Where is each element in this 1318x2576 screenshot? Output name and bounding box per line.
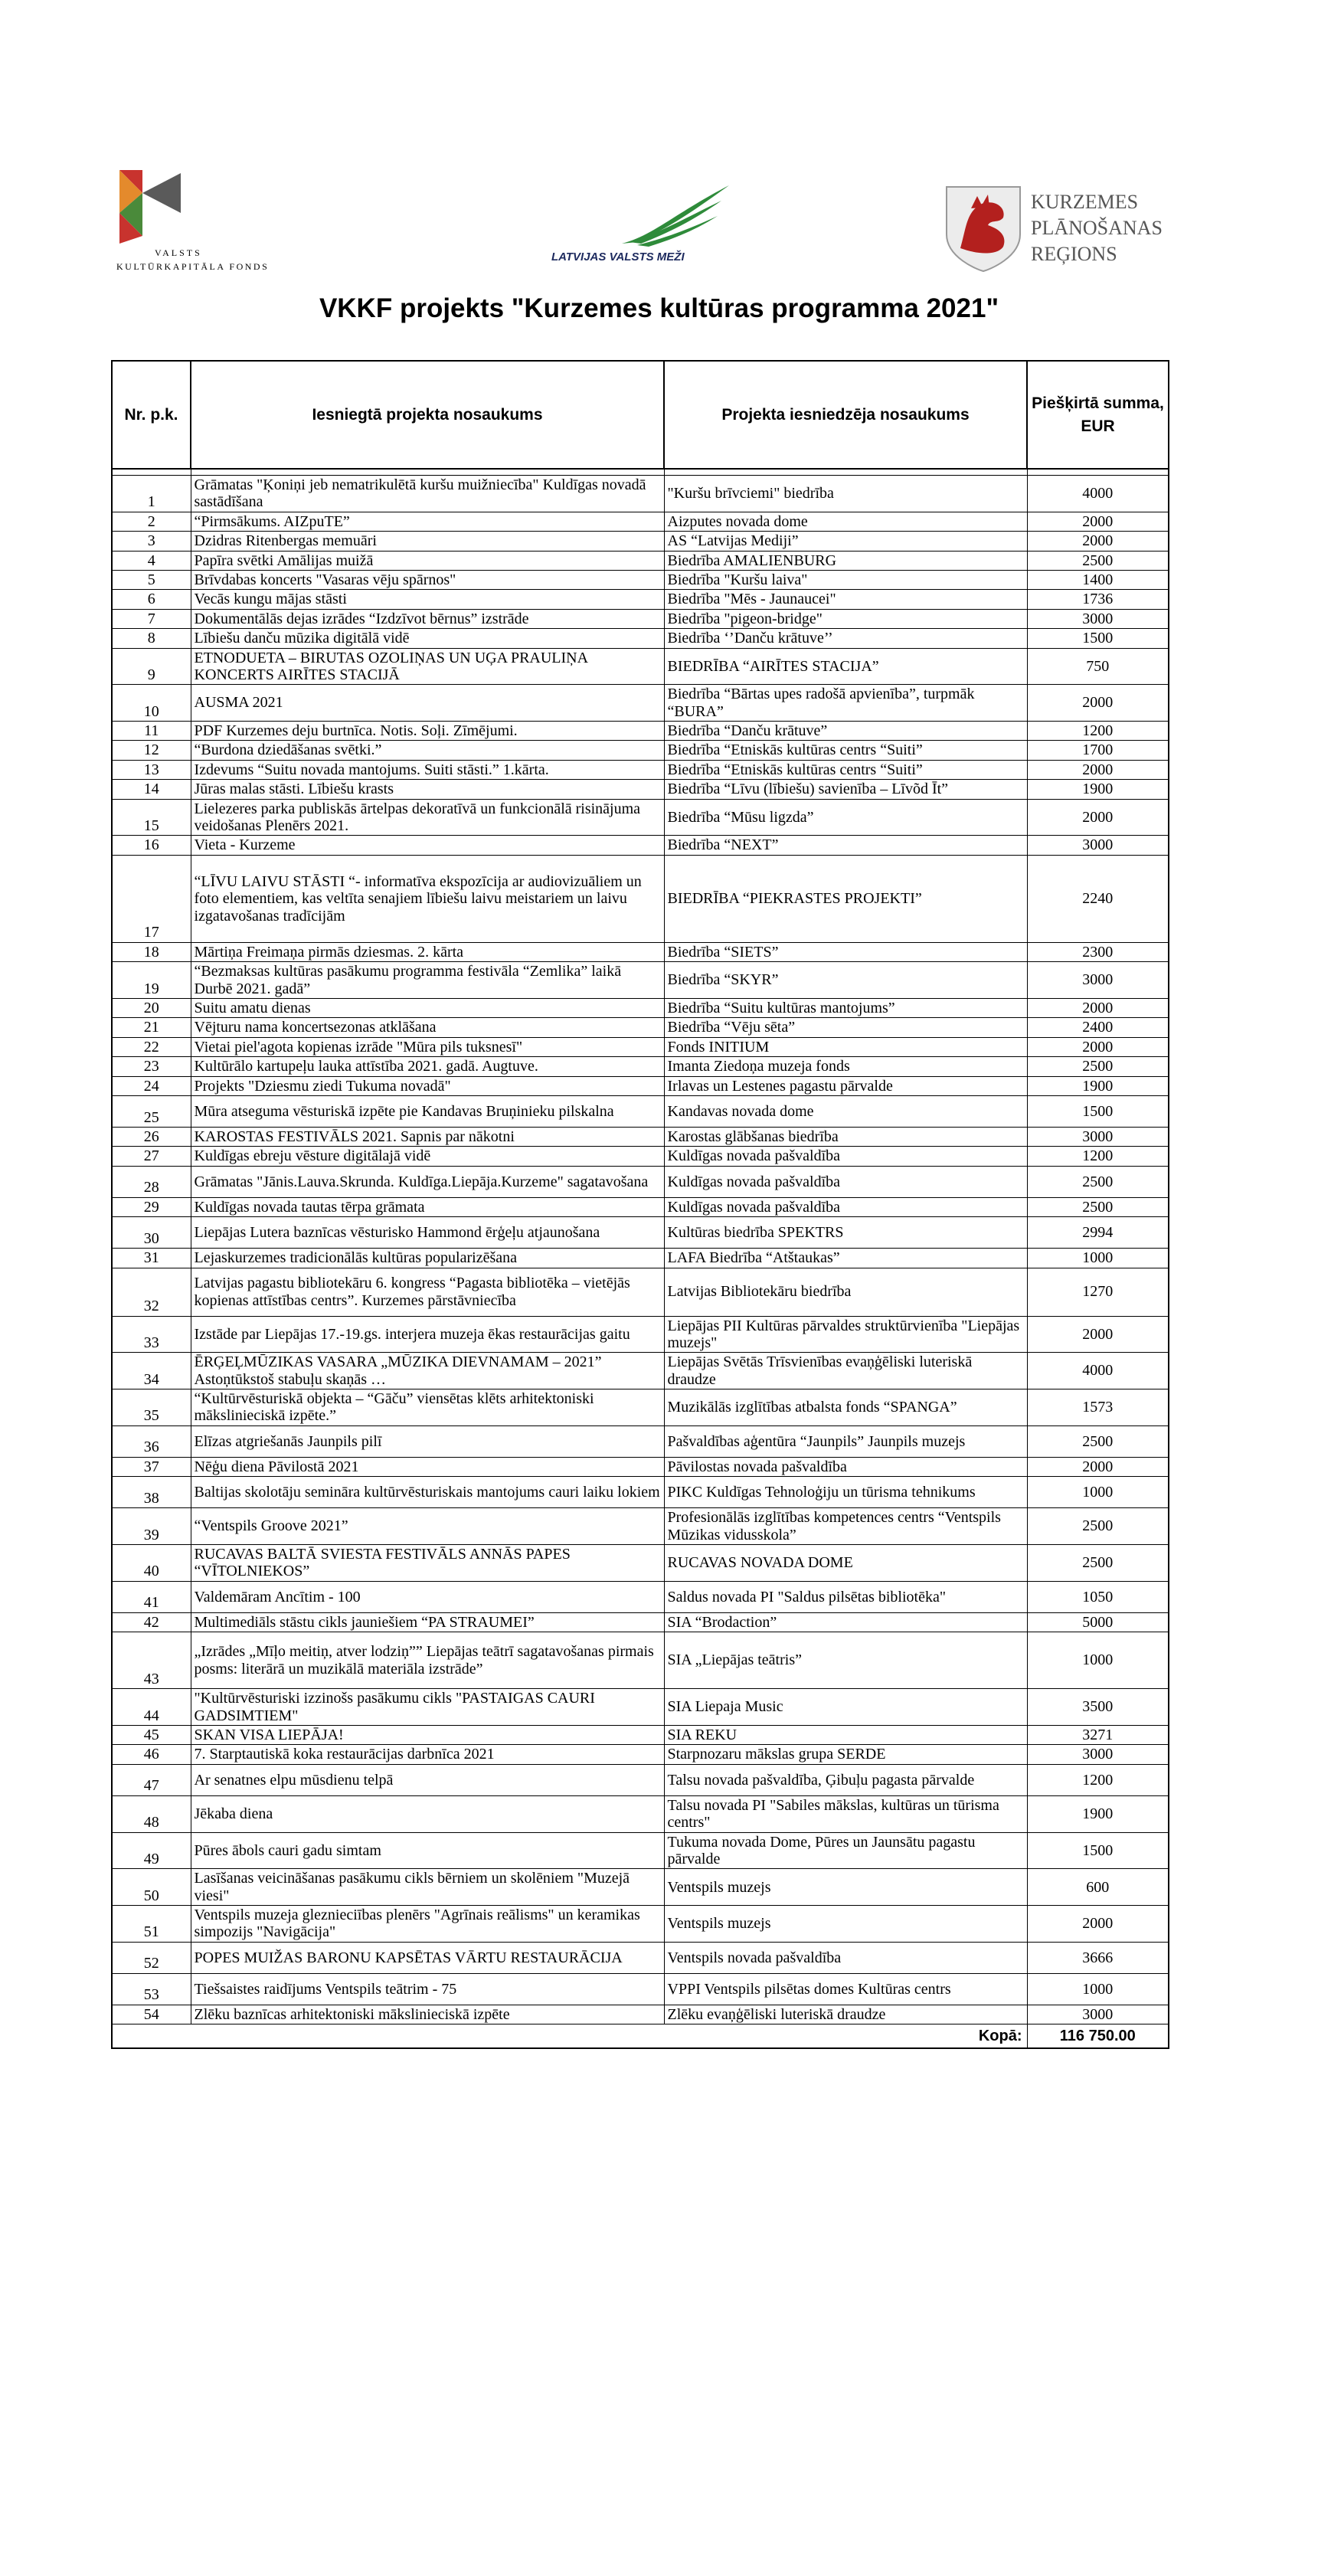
- header-amount: Piešķirtā summa, EUR: [1027, 361, 1169, 469]
- row-nr: 28: [112, 1166, 191, 1197]
- table-row: [112, 648, 1169, 685]
- row-amount: 2500: [1027, 1508, 1169, 1545]
- table-row: [112, 1832, 1169, 1869]
- row-project-name: Vietai piel'agota kopienas izrāde "Mūra pils tuksnesī": [191, 1037, 664, 1056]
- row-amount: 1900: [1027, 1795, 1169, 1832]
- row-applicant: Starpnozaru mākslas grupa SERDE: [664, 1745, 1027, 1764]
- row-nr: 4: [112, 551, 191, 570]
- svg-text:KULTŪRKAPITĀLA FONDS: KULTŪRKAPITĀLA FONDS: [116, 261, 270, 272]
- row-project-name: "Kultūrvēsturiski izzinošs pasākumu cikls "PASTAIGAS CAURI GADSIMTIEM": [191, 1689, 664, 1726]
- row-amount: 1000: [1027, 1632, 1169, 1689]
- row-amount: 1050: [1027, 1581, 1169, 1612]
- vkkf-logo: [116, 167, 316, 276]
- row-amount: 2000: [1027, 512, 1169, 531]
- row-applicant: Kuldīgas novada pašvaldība: [664, 1147, 1027, 1166]
- row-nr: 19: [112, 962, 191, 999]
- table-row: [112, 512, 1169, 531]
- table-row: [112, 942, 1169, 961]
- row-amount: 750: [1027, 648, 1169, 685]
- table-row: [112, 1076, 1169, 1095]
- table-row: [112, 780, 1169, 799]
- row-amount: 2000: [1027, 1316, 1169, 1353]
- row-nr: 32: [112, 1268, 191, 1316]
- row-nr: 53: [112, 1973, 191, 2005]
- row-project-name: Izdevums “Suitu novada mantojums. Suiti stāsti.” 1.kārta.: [191, 760, 664, 779]
- row-amount: 2500: [1027, 1425, 1169, 1457]
- row-project-name: „Izrādes „Mīļo meitiņ, atver lodziņ”” Liepājas teātrī sagatavošanas pirmais posms: literārā un muzikālā materiāla izstrāde”: [191, 1632, 664, 1689]
- row-applicant: Karostas glābšanas biedrība: [664, 1127, 1027, 1146]
- table-row: [112, 1127, 1169, 1146]
- row-project-name: Lasīšanas veicināšanas pasākumu cikls bērniem un skolēniem "Muzejā viesi": [191, 1869, 664, 1906]
- row-amount: 2000: [1027, 799, 1169, 836]
- table-row: [112, 1217, 1169, 1249]
- row-nr: 46: [112, 1745, 191, 1764]
- row-applicant: Biedrība “Etniskās kultūras centrs “Suiti”: [664, 760, 1027, 779]
- total-value: 116 750.00: [1027, 2024, 1169, 2049]
- row-project-name: Valdemāram Ancītim - 100: [191, 1581, 664, 1612]
- row-applicant: Biedrība ‘’Danču krātuve’’: [664, 629, 1027, 648]
- table-row: [112, 629, 1169, 648]
- row-applicant: Kuldīgas novada pašvaldība: [664, 1166, 1027, 1197]
- row-applicant: Biedrība “SIETS”: [664, 942, 1027, 961]
- row-project-name: Papīra svētki Amālijas muižā: [191, 551, 664, 570]
- row-applicant: Kultūras biedrība SPEKTRS: [664, 1217, 1027, 1249]
- table-row: [112, 609, 1169, 628]
- row-amount: 1900: [1027, 1076, 1169, 1095]
- row-project-name: Lībiešu danču mūzika digitālā vidē: [191, 629, 664, 648]
- row-nr: 41: [112, 1581, 191, 1612]
- row-applicant: Irlavas un Lestenes pagastu pārvalde: [664, 1076, 1027, 1095]
- svg-text:KURZEMES: KURZEMES: [1031, 191, 1139, 213]
- table-row: [112, 1268, 1169, 1316]
- row-project-name: Liepājas Lutera baznīcas vēsturisko Hammond ērģeļu atjaunošana: [191, 1217, 664, 1249]
- row-applicant: Zlēku evaņģēliski luteriskā draudze: [664, 2005, 1027, 2024]
- page-title: VKKF projekts "Kurzemes kultūras programma 2021": [319, 293, 999, 323]
- row-amount: 2400: [1027, 1018, 1169, 1037]
- row-applicant: Profesionālās izglītības kompetences centrs “Ventspils Mūzikas vidusskola”: [664, 1508, 1027, 1545]
- row-amount: 2000: [1027, 998, 1169, 1017]
- row-applicant: Biedrība “NEXT”: [664, 836, 1027, 855]
- table-row: [112, 1725, 1169, 1744]
- row-nr: 23: [112, 1057, 191, 1076]
- row-applicant: Biedrība "pigeon-bridge": [664, 609, 1027, 628]
- row-amount: 2500: [1027, 1057, 1169, 1076]
- row-nr: 17: [112, 855, 191, 942]
- table-row: [112, 1906, 1169, 1943]
- row-amount: 2000: [1027, 1457, 1169, 1476]
- table-header-row: [112, 361, 1169, 469]
- row-project-name: Lejaskurzemes tradicionālās kultūras popularizēšana: [191, 1249, 664, 1268]
- row-amount: 2500: [1027, 1545, 1169, 1582]
- row-applicant: Biedrība “Suitu kultūras mantojums”: [664, 998, 1027, 1017]
- row-amount: 2300: [1027, 942, 1169, 961]
- row-nr: 34: [112, 1353, 191, 1389]
- row-applicant: Biedrība "Mēs - Jaunaucei": [664, 590, 1027, 609]
- row-amount: 1700: [1027, 741, 1169, 760]
- row-amount: 600: [1027, 1869, 1169, 1906]
- table-row: [112, 962, 1169, 999]
- row-nr: 39: [112, 1508, 191, 1545]
- row-applicant: Latvijas Bibliotekāru biedrība: [664, 1268, 1027, 1316]
- row-amount: 3000: [1027, 836, 1169, 855]
- row-applicant: SIA “Brodaction”: [664, 1612, 1027, 1632]
- lvm-logo: [545, 182, 744, 268]
- svg-text:REĢIONS: REĢIONS: [1031, 243, 1117, 265]
- row-applicant: VPPI Ventspils pilsētas domes Kultūras centrs: [664, 1973, 1027, 2005]
- row-amount: 1000: [1027, 1477, 1169, 1508]
- row-amount: 3000: [1027, 609, 1169, 628]
- row-amount: 2500: [1027, 551, 1169, 570]
- row-project-name: Vieta - Kurzeme: [191, 836, 664, 855]
- row-project-name: RUCAVAS BALTĀ SVIESTA FESTIVĀLS ANNĀS PAPES “VĪTOLNIEKOS”: [191, 1545, 664, 1582]
- row-nr: 49: [112, 1832, 191, 1869]
- row-project-name: Jēkaba diena: [191, 1795, 664, 1832]
- row-amount: 1573: [1027, 1389, 1169, 1426]
- row-amount: 1500: [1027, 1095, 1169, 1127]
- table-row: [112, 1764, 1169, 1795]
- svg-text:PLĀNOŠANAS: PLĀNOŠANAS: [1031, 217, 1163, 239]
- row-applicant: Pašvaldības aģentūra “Jaunpils” Jaunpils muzejs: [664, 1425, 1027, 1457]
- row-amount: 3000: [1027, 1745, 1169, 1764]
- row-amount: 3271: [1027, 1725, 1169, 1744]
- row-amount: 3000: [1027, 2005, 1169, 2024]
- row-applicant: Imanta Ziedoņa muzeja fonds: [664, 1057, 1027, 1076]
- row-nr: 36: [112, 1425, 191, 1457]
- row-project-name: Vējturu nama koncertsezonas atklāšana: [191, 1018, 664, 1037]
- row-applicant: Biedrība “Līvu (lībiešu) savienība – Līvõd Īt”: [664, 780, 1027, 799]
- row-project-name: “Pirmsākums. AIZpuTE”: [191, 512, 664, 531]
- row-applicant: SIA „Liepājas teātris”: [664, 1632, 1027, 1689]
- row-nr: 22: [112, 1037, 191, 1056]
- table-row: [112, 741, 1169, 760]
- row-project-name: Suitu amatu dienas: [191, 998, 664, 1017]
- row-project-name: “Burdona dziedāšanas svētki.”: [191, 741, 664, 760]
- table-body: [112, 469, 1169, 2024]
- row-amount: 1270: [1027, 1268, 1169, 1316]
- row-project-name: 7. Starptautiskā koka restaurācijas darbnīca 2021: [191, 1745, 664, 1764]
- table-row: [112, 590, 1169, 609]
- row-amount: 2994: [1027, 1217, 1169, 1249]
- row-applicant: Ventspils muzejs: [664, 1869, 1027, 1906]
- table-row: [112, 722, 1169, 741]
- row-amount: 2000: [1027, 1037, 1169, 1056]
- row-amount: 5000: [1027, 1612, 1169, 1632]
- row-amount: 4000: [1027, 1353, 1169, 1389]
- row-applicant: Talsu novada pašvaldība, Ģibuļu pagasta pārvalde: [664, 1764, 1027, 1795]
- table-row: [112, 1477, 1169, 1508]
- table-row: [112, 1018, 1169, 1037]
- row-nr: 7: [112, 609, 191, 628]
- row-nr: 13: [112, 760, 191, 779]
- row-nr: 51: [112, 1906, 191, 1943]
- row-amount: 1500: [1027, 629, 1169, 648]
- row-nr: 30: [112, 1217, 191, 1249]
- row-project-name: Baltijas skolotāju semināra kultūrvēsturiskais mantojums cauri laiku lokiem: [191, 1477, 664, 1508]
- row-nr: 5: [112, 570, 191, 589]
- row-nr: 26: [112, 1127, 191, 1146]
- table-row: [112, 570, 1169, 589]
- row-nr: 33: [112, 1316, 191, 1353]
- table-row: [112, 836, 1169, 855]
- row-nr: 54: [112, 2005, 191, 2024]
- row-project-name: Projekts "Dziesmu ziedi Tukuma novadā": [191, 1076, 664, 1095]
- table-row: [112, 1689, 1169, 1726]
- row-project-name: Kuldīgas novada tautas tērpa grāmata: [191, 1197, 664, 1216]
- table-row: [112, 476, 1169, 512]
- row-applicant: Biedrība AMALIENBURG: [664, 551, 1027, 570]
- table-row: [112, 1581, 1169, 1612]
- table-row: [112, 1425, 1169, 1457]
- row-applicant: BIEDRĪBA “AIRĪTES STACIJA”: [664, 648, 1027, 685]
- row-nr: 40: [112, 1545, 191, 1582]
- row-nr: 38: [112, 1477, 191, 1508]
- table-row: [112, 1353, 1169, 1389]
- row-applicant: Biedrība “Mūsu ligzda”: [664, 799, 1027, 836]
- svg-text:LATVIJAS VALSTS MEŽI: LATVIJAS VALSTS MEŽI: [551, 250, 685, 263]
- row-project-name: Dokumentālās dejas izrādes “Izdzīvot bērnus” izstrāde: [191, 609, 664, 628]
- row-project-name: Lielezeres parka publiskās ārtelpas dekoratīvā un funkcionālā risinājuma veidošanas Plenērs 2021.: [191, 799, 664, 836]
- row-project-name: Izstāde par Liepājas 17.-19.gs. interjera muzeja ēkas restaurācijas gaitu: [191, 1316, 664, 1353]
- row-project-name: Ar senatnes elpu mūsdienu telpā: [191, 1764, 664, 1795]
- row-applicant: Biedrība "Kuršu laiva": [664, 570, 1027, 589]
- row-amount: 3000: [1027, 1127, 1169, 1146]
- row-applicant: Kuldīgas novada pašvaldība: [664, 1197, 1027, 1216]
- table-row: [112, 1057, 1169, 1076]
- table-row: [112, 1166, 1169, 1197]
- row-project-name: Nēģu diena Pāvilostā 2021: [191, 1457, 664, 1476]
- row-nr: 29: [112, 1197, 191, 1216]
- row-project-name: ETNODUETA – BIRUTAS OZOLIŅAS UN UĢA PRAULIŅA KONCERTS AIRĪTES STACIJĀ: [191, 648, 664, 685]
- row-nr: 16: [112, 836, 191, 855]
- table-row: [112, 685, 1169, 722]
- row-amount: 1200: [1027, 1147, 1169, 1166]
- row-amount: 3500: [1027, 1689, 1169, 1726]
- projects-table: [111, 360, 1169, 2049]
- row-applicant: Biedrība “Etniskās kultūras centrs “Suiti”: [664, 741, 1027, 760]
- row-nr: 3: [112, 532, 191, 551]
- row-applicant: Muzikālās izglītības atbalsta fonds “SPANGA”: [664, 1389, 1027, 1426]
- svg-text:VALSTS: VALSTS: [155, 247, 202, 258]
- row-nr: 14: [112, 780, 191, 799]
- row-amount: 1000: [1027, 1249, 1169, 1268]
- row-applicant: Biedrība “Bārtas upes radošā apvienība”, turpmāk “BURA”: [664, 685, 1027, 722]
- row-applicant: PIKC Kuldīgas Tehnoloģiju un tūrisma tehnikums: [664, 1477, 1027, 1508]
- row-nr: 47: [112, 1764, 191, 1795]
- row-applicant: Talsu novada PI "Sabiles mākslas, kultūras un tūrisma centrs": [664, 1795, 1027, 1832]
- row-project-name: Brīvdabas koncerts "Vasaras vēju spārnos": [191, 570, 664, 589]
- table-row: [112, 1389, 1169, 1426]
- header-nr: Nr. p.k.: [112, 361, 191, 469]
- row-applicant: LAFA Biedrība “Atštaukas”: [664, 1249, 1027, 1268]
- table-row: [112, 855, 1169, 942]
- row-applicant: Tukuma novada Dome, Pūres un Jaunsātu pagastu pārvalde: [664, 1832, 1027, 1869]
- row-applicant: Aizputes novada dome: [664, 512, 1027, 531]
- table-row: [112, 1973, 1169, 2005]
- row-project-name: Ventspils muzeja gleznieciības plenērs "Agrīnais reālisms" un keramikas simpozijs "Navigācija": [191, 1906, 664, 1943]
- row-project-name: Tiešsaistes raidījums Ventspils teātrim - 75: [191, 1973, 664, 2005]
- row-amount: 1200: [1027, 722, 1169, 741]
- row-nr: 52: [112, 1942, 191, 1973]
- row-applicant: Kandavas novada dome: [664, 1095, 1027, 1127]
- row-applicant: Liepājas PII Kultūras pārvaldes struktūrvienība "Liepājas muzejs": [664, 1316, 1027, 1353]
- row-nr: 25: [112, 1095, 191, 1127]
- row-project-name: Latvijas pagastu bibliotekāru 6. kongress “Pagasta bibliotēka – vietējās kopienas attīstības centrs”. Kurzemes pārstāvniecība: [191, 1268, 664, 1316]
- row-nr: 37: [112, 1457, 191, 1476]
- row-project-name: Elīzas atgriešanās Jaunpils pilī: [191, 1425, 664, 1457]
- row-project-name: Pūres ābols cauri gadu simtam: [191, 1832, 664, 1869]
- row-amount: 2000: [1027, 685, 1169, 722]
- row-nr: 35: [112, 1389, 191, 1426]
- row-amount: 1400: [1027, 570, 1169, 589]
- spacer-row: [112, 469, 1169, 476]
- row-project-name: KAROSTAS FESTIVĀLS 2021. Sapnis par nākotni: [191, 1127, 664, 1146]
- table-row: [112, 1545, 1169, 1582]
- row-applicant: AS “Latvijas Mediji”: [664, 532, 1027, 551]
- row-amount: 3000: [1027, 962, 1169, 999]
- row-nr: 10: [112, 685, 191, 722]
- row-amount: 3666: [1027, 1942, 1169, 1973]
- total-row: [112, 2024, 1169, 2049]
- row-nr: 24: [112, 1076, 191, 1095]
- table-row: [112, 1612, 1169, 1632]
- table-row: [112, 2005, 1169, 2024]
- row-project-name: “Bezmaksas kultūras pasākumu programma festivāla “Zemlika” laikā Durbē 2021. gadā”: [191, 962, 664, 999]
- row-amount: 1000: [1027, 1973, 1169, 2005]
- table-row: [112, 1316, 1169, 1353]
- table-row: [112, 1795, 1169, 1832]
- row-applicant: SIA REKU: [664, 1725, 1027, 1744]
- row-project-name: Grāmatas "Ķoniņi jeb nematrikulētā kuršu muižniecība" Kuldīgas novadā sastādīšana: [191, 476, 664, 512]
- row-amount: 1900: [1027, 780, 1169, 799]
- row-project-name: Dzidras Ritenbergas memuāri: [191, 532, 664, 551]
- kpr-logo: [944, 181, 1173, 274]
- row-nr: 15: [112, 799, 191, 836]
- row-nr: 50: [112, 1869, 191, 1906]
- table-row: [112, 1632, 1169, 1689]
- table-row: [112, 1095, 1169, 1127]
- header-applicant: Projekta iesniedzēja nosaukums: [664, 361, 1027, 469]
- row-nr: 45: [112, 1725, 191, 1744]
- row-amount: 1736: [1027, 590, 1169, 609]
- row-applicant: Fonds INITIUM: [664, 1037, 1027, 1056]
- row-amount: 2500: [1027, 1166, 1169, 1197]
- row-project-name: Mūra atseguma vēsturiskā izpēte pie Kandavas Bruņinieku pilskalna: [191, 1095, 664, 1127]
- row-project-name: PDF Kurzemes deju burtnīca. Notis. Soļi. Zīmējumi.: [191, 722, 664, 741]
- table-row: [112, 551, 1169, 570]
- table-row: [112, 799, 1169, 836]
- row-amount: 2000: [1027, 1906, 1169, 1943]
- row-applicant: BIEDRĪBA “PIEKRASTES PROJEKTI”: [664, 855, 1027, 942]
- row-nr: 44: [112, 1689, 191, 1726]
- row-project-name: Jūras malas stāsti. Lībiešu krasts: [191, 780, 664, 799]
- table-row: [112, 1249, 1169, 1268]
- row-project-name: “LĪVU LAIVU STĀSTI “- informatīva ekspozīcija ar audiovizuāliem un foto elementiem, kas veltīta senajiem lībiešu laivu meistariem un laivu izgatavošanas tradīcijām: [191, 855, 664, 942]
- row-project-name: Grāmatas "Jānis.Lauva.Skrunda. Kuldīga.Liepāja.Kurzeme" sagatavošana: [191, 1166, 664, 1197]
- row-project-name: Kuldīgas ebreju vēsture digitālajā vidē: [191, 1147, 664, 1166]
- table-row: [112, 1869, 1169, 1906]
- table-row: [112, 532, 1169, 551]
- row-nr: 42: [112, 1612, 191, 1632]
- row-nr: 21: [112, 1018, 191, 1037]
- row-applicant: "Kuršu brīvciemi" biedrība: [664, 476, 1027, 512]
- row-applicant: Pāvilostas novada pašvaldība: [664, 1457, 1027, 1476]
- row-nr: 20: [112, 998, 191, 1017]
- row-nr: 6: [112, 590, 191, 609]
- row-nr: 1: [112, 476, 191, 512]
- row-nr: 12: [112, 741, 191, 760]
- row-amount: 4000: [1027, 476, 1169, 512]
- row-applicant: Biedrība “Vēju sēta”: [664, 1018, 1027, 1037]
- table-row: [112, 1508, 1169, 1545]
- table-row: [112, 1457, 1169, 1476]
- row-project-name: POPES MUIŽAS BARONU KAPSĒTAS VĀRTU RESTAURĀCIJA: [191, 1942, 664, 1973]
- row-project-name: “Ventspils Groove 2021”: [191, 1508, 664, 1545]
- table-row: [112, 1197, 1169, 1216]
- row-amount: 2000: [1027, 532, 1169, 551]
- row-project-name: SKAN VISA LIEPĀJA!: [191, 1725, 664, 1744]
- row-nr: 9: [112, 648, 191, 685]
- table-row: [112, 998, 1169, 1017]
- table-row: [112, 1745, 1169, 1764]
- total-label: Kopā:: [978, 2028, 1022, 2045]
- table-row: [112, 760, 1169, 779]
- row-applicant: Ventspils muzejs: [664, 1906, 1027, 1943]
- row-applicant: Biedrība “SKYR”: [664, 962, 1027, 999]
- row-amount: 1200: [1027, 1764, 1169, 1795]
- row-applicant: RUCAVAS NOVADA DOME: [664, 1545, 1027, 1582]
- row-project-name: Mārtiņa Freimaņa pirmās dziesmas. 2. kārta: [191, 942, 664, 961]
- table-row: [112, 1147, 1169, 1166]
- row-applicant: Biedrība “Danču krātuve”: [664, 722, 1027, 741]
- row-project-name: Multimediāls stāstu cikls jauniešiem “PA STRAUMEI”: [191, 1612, 664, 1632]
- row-nr: 48: [112, 1795, 191, 1832]
- row-project-name: Vecās kungu mājas stāsti: [191, 590, 664, 609]
- row-nr: 31: [112, 1249, 191, 1268]
- row-project-name: ĒRĢEĻMŪZIKAS VASARA „MŪZIKA DIEVNAMAM – 2021” Astoņtūkstoš stabuļu skaņās …: [191, 1353, 664, 1389]
- row-nr: 27: [112, 1147, 191, 1166]
- row-project-name: AUSMA 2021: [191, 685, 664, 722]
- row-nr: 18: [112, 942, 191, 961]
- row-nr: 43: [112, 1632, 191, 1689]
- row-nr: 2: [112, 512, 191, 531]
- row-applicant: SIA Liepaja Music: [664, 1689, 1027, 1726]
- row-amount: 2500: [1027, 1197, 1169, 1216]
- table-row: [112, 1037, 1169, 1056]
- row-project-name: Kultūrālo kartupeļu lauka attīstība 2021. gadā. Augtuve.: [191, 1057, 664, 1076]
- row-applicant: Saldus novada PI "Saldus pilsētas bibliotēka": [664, 1581, 1027, 1612]
- row-applicant: Ventspils novada pašvaldība: [664, 1942, 1027, 1973]
- header-project-name: Iesniegtā projekta nosaukums: [191, 361, 664, 469]
- table-row: [112, 1942, 1169, 1973]
- row-project-name: “Kultūrvēsturiskā objekta – “Gāču” viensētas klēts arhitektoniski mākslinieciskā izpēte.”: [191, 1389, 664, 1426]
- row-amount: 2000: [1027, 760, 1169, 779]
- row-nr: 8: [112, 629, 191, 648]
- row-project-name: Zlēku baznīcas arhitektoniski mākslinieciskā izpēte: [191, 2005, 664, 2024]
- row-amount: 1500: [1027, 1832, 1169, 1869]
- row-amount: 2240: [1027, 855, 1169, 942]
- row-applicant: Liepājas Svētās Trīsvienības evaņģēliski luteriskā draudze: [664, 1353, 1027, 1389]
- row-nr: 11: [112, 722, 191, 741]
